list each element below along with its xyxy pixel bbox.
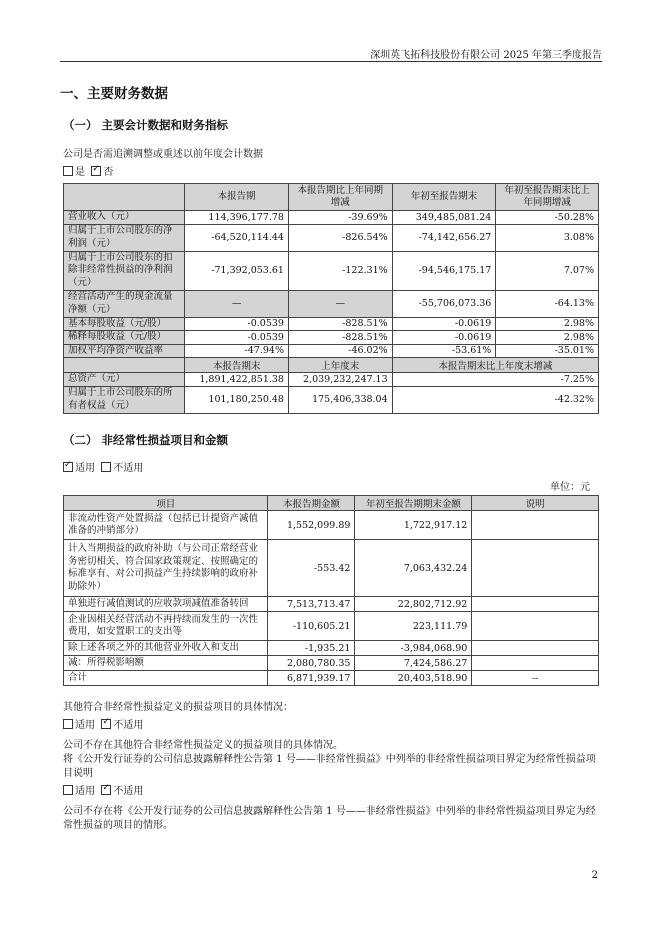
row-label: 计入当期损益的政府补助（与公司正常经营业务密切相关、符合国家政策规定、按照确定的标准享有、对公司损益产生持续影响的政府补助除外）: [64, 540, 268, 597]
row-label: 归属于上市公司股东的所有者权益（元）: [64, 386, 185, 413]
note-reclassification: 将《公开发行证券的公司信息披露解释性公告第 1 号——非经常性损益》中列举的非经常性损益项目界定为经常性损益项目说明: [63, 754, 596, 779]
note-no-reclassification: 公司不存在将《公开发行证券的公司信息披露解释性公告第 1 号——非经常性损益》中列举的非经常性损益项目界定为经常性损益的项目的情形。: [63, 806, 596, 831]
cell-value: -42.32%: [392, 386, 598, 413]
cell-value: 114,396,177.78: [185, 211, 289, 225]
table-row: [64, 373, 599, 387]
header-cell-blank: [64, 184, 185, 211]
non-recurring-items-table: [63, 495, 599, 686]
row-label: 经营活动产生的现金流量净额（元）: [64, 290, 185, 317]
financial-data-table: [63, 183, 599, 414]
row-label: 企业因相关经营活动不再持续而发生的一次性费用，如安置职工的支出等: [64, 612, 268, 641]
cell-value: 2,039,232,247.13: [288, 373, 392, 387]
cell-value: -0.0539: [185, 317, 289, 331]
cell-value: -94,546,175.17: [392, 251, 496, 290]
cell-value: -55,706,073.36: [392, 290, 496, 317]
cell-value: 6,871,939.17: [268, 671, 355, 686]
restate-question: 公司是否需追溯调整或重述以前年度会计数据: [63, 149, 263, 160]
table-row: [64, 290, 599, 317]
table-header-row: [64, 184, 599, 211]
cell-value: 1,891,422,851.38: [185, 373, 289, 387]
cell-note: [472, 641, 599, 656]
table-row: [64, 656, 599, 671]
note-other-items: 其他符合非经常性损益定义的损益项目的具体情况：: [63, 702, 293, 713]
header-cell: 本报告期比上年同期增减: [288, 184, 392, 211]
header-cell: 本报告期末比上年度末增减: [392, 358, 598, 373]
checkbox-not-applicable[interactable]: [101, 719, 111, 729]
table-row: [64, 511, 599, 540]
options-row-2: [63, 785, 143, 799]
report-header: 深圳英飞拓科技股份有限公司 2025 年第三季度报告: [370, 50, 602, 61]
checkbox-no[interactable]: [91, 166, 101, 176]
cell-note: [472, 597, 599, 612]
cell-value: 223,111.79: [355, 612, 472, 641]
table-row: [64, 386, 599, 413]
header-cell: 说明: [472, 496, 599, 511]
row-label: 减：所得税影响额: [64, 656, 268, 671]
option-not-applicable-label: 不适用: [113, 463, 144, 474]
header-cell: 本报告期末: [185, 358, 289, 373]
checkbox-yes[interactable]: [63, 166, 73, 176]
option-no-label: 否: [103, 167, 114, 178]
cell-value: -828.51%: [288, 317, 392, 331]
header-divider: [60, 61, 602, 62]
cell-value: -0.0619: [392, 317, 496, 331]
cell-note: [472, 540, 599, 597]
cell-value: 349,485,081.24: [392, 211, 496, 225]
cell-value: -47.94%: [185, 344, 289, 358]
row-label: 基本每股收益（元/股）: [64, 317, 185, 331]
header-cell: 年初至报告期末比上年同期增减: [496, 184, 599, 211]
cell-value: -122.31%: [288, 251, 392, 290]
cell-value: -828.51%: [288, 331, 392, 345]
cell-value: 175,406,338.04: [288, 386, 392, 413]
table-header-row: [64, 496, 599, 511]
option-yes-label: 是: [75, 167, 85, 178]
table-row: [64, 317, 599, 331]
cell-value: 7,424,586.27: [355, 656, 472, 671]
cell-value: 2.98%: [496, 317, 599, 331]
cell-value: -53.61%: [392, 344, 496, 358]
cell-value: -35.01%: [496, 344, 599, 358]
cell-value: -64,520,114.44: [185, 224, 289, 251]
cell-value: 7.07%: [496, 251, 599, 290]
cell-value: -1,935.21: [268, 641, 355, 656]
options-row-1: [63, 719, 143, 733]
cell-value: -71,392,053.61: [185, 251, 289, 290]
cell-value: 1,722,917.12: [355, 511, 472, 540]
row-label: 非流动性资产处置损益（包括已计提资产减值准备的冲销部分）: [64, 511, 268, 540]
cell-value: -7.25%: [392, 373, 598, 387]
cell-value: -0.0619: [392, 331, 496, 345]
header-cell-blank: [64, 358, 185, 373]
checkbox-not-applicable[interactable]: [101, 785, 111, 795]
checkbox-applicable[interactable]: [63, 462, 73, 472]
cell-value: 7,063,432.24: [355, 540, 472, 597]
section-title: 一、主要财务数据: [60, 86, 168, 102]
cell-value: -110,605.21: [268, 612, 355, 641]
cell-value: 20,403,518.90: [355, 671, 472, 686]
option-applicable-label: 适用: [75, 463, 95, 474]
table-row: [64, 211, 599, 225]
table-row-total: [64, 671, 599, 686]
cell-note: [472, 511, 599, 540]
page-number: 2: [591, 870, 598, 881]
checkbox-applicable[interactable]: [63, 785, 73, 795]
applicable-options: [63, 462, 143, 476]
row-label: 营业收入（元）: [64, 211, 185, 225]
cell-value: -0.0539: [185, 331, 289, 345]
cell-value: —: [288, 290, 392, 317]
note-no-other-items: 公司不存在其他符合非经常性损益定义的损益项目的具体情况。: [63, 740, 343, 751]
unit-label: 单位：元: [550, 482, 590, 493]
table-row: [64, 641, 599, 656]
subsection-title-1: （一） 主要会计数据和财务指标: [63, 118, 229, 132]
table-row: [64, 612, 599, 641]
cell-value: -826.54%: [288, 224, 392, 251]
row-label: 总资产（元）: [64, 373, 185, 387]
row-label: 除上述各项之外的其他营业外收入和支出: [64, 641, 268, 656]
row-label: 加权平均净资产收益率: [64, 344, 185, 358]
row-label: 归属于上市公司股东的净利润（元）: [64, 224, 185, 251]
subsection-title-2: （二） 非经常性损益项目和金额: [63, 433, 229, 447]
cell-value: 2,080,780.35: [268, 656, 355, 671]
cell-value: -553.42: [268, 540, 355, 597]
cell-note: --: [472, 671, 599, 686]
table-header-row: [64, 358, 599, 373]
table-row: [64, 331, 599, 345]
checkbox-not-applicable[interactable]: [101, 462, 111, 472]
table-row: [64, 224, 599, 251]
row-label: 单独进行减值测试的应收款项减值准备转回: [64, 597, 268, 612]
option-applicable-label: 适用: [75, 720, 95, 731]
option-not-applicable-label: 不适用: [113, 786, 144, 797]
cell-value: 3.08%: [496, 224, 599, 251]
cell-value: -50.28%: [496, 211, 599, 225]
table-row: [64, 251, 599, 290]
cell-note: [472, 612, 599, 641]
cell-value: -64.13%: [496, 290, 599, 317]
header-cell: 年初至报告期期末金额: [355, 496, 472, 511]
cell-value: -46.02%: [288, 344, 392, 358]
option-applicable-label: 适用: [75, 786, 95, 797]
header-cell: 年初至报告期末: [392, 184, 496, 211]
cell-value: 2.98%: [496, 331, 599, 345]
header-cell: 本报告期: [185, 184, 289, 211]
table-row: [64, 540, 599, 597]
table-row: [64, 597, 599, 612]
option-not-applicable-label: 不适用: [113, 720, 144, 731]
cell-note: [472, 656, 599, 671]
row-label: 合计: [64, 671, 268, 686]
restate-options: [63, 166, 113, 180]
row-label: 稀释每股收益（元/股）: [64, 331, 185, 345]
checkbox-applicable[interactable]: [63, 719, 73, 729]
row-label: 归属于上市公司股东的扣除非经常性损益的净利润（元）: [64, 251, 185, 290]
cell-value: -3,984,068.90: [355, 641, 472, 656]
header-cell: 项目: [64, 496, 268, 511]
cell-value: 101,180,250.48: [185, 386, 289, 413]
header-cell: 本报告期金额: [268, 496, 355, 511]
header-cell: 上年度末: [288, 358, 392, 373]
cell-value: 1,552,099.89: [268, 511, 355, 540]
cell-value: -74,142,656.27: [392, 224, 496, 251]
cell-value: 7,513,713.47: [268, 597, 355, 612]
cell-value: -39.69%: [288, 211, 392, 225]
cell-value: —: [185, 290, 289, 317]
table-row: [64, 344, 599, 358]
cell-value: 22,802,712.92: [355, 597, 472, 612]
